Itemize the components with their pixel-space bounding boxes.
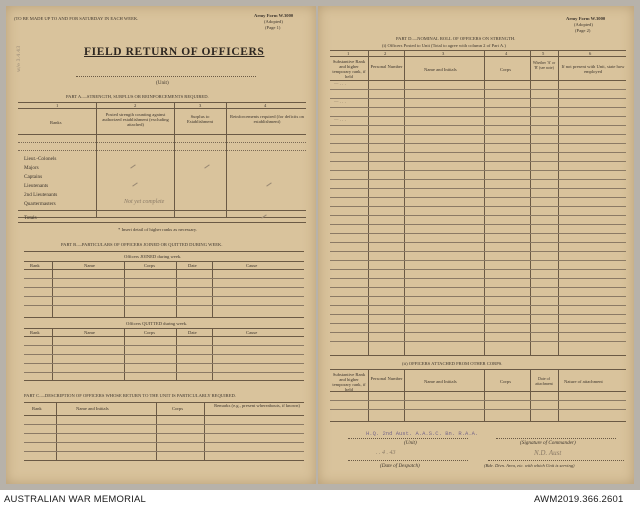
part-b-rule [24,261,304,262]
part-d-rule [330,107,626,108]
part-b-rule [24,336,304,337]
handwritten-note: Not yet complete [124,199,165,205]
part-d-rule [330,323,626,324]
col-corps: Corps [144,330,155,335]
part-d-rule [330,170,626,171]
formation-label: (Bde. Divn. Area, etc. with which Unit is serving) [484,463,575,468]
part-d-rule [330,305,626,306]
part-b-rule [24,305,304,306]
rank-label: Lieutenants [24,183,49,189]
rank-label: 2nd Lieutenants [24,192,58,198]
part-a-note: * Insert detail of higher ranks as necessary. [118,227,198,232]
col-header-personal-number: Personal Number [370,64,403,69]
faint-entry: — . . . [334,82,346,87]
part-d-rule [330,215,626,216]
part-b-rule [24,287,304,288]
rank-label: Quartermasters [24,201,56,207]
part-d-rule [330,116,626,117]
part-c-rule [24,415,304,416]
rank-label: Majors [24,165,39,171]
handwritten-signature: N.D. Aust [534,449,562,457]
attached-rule [330,400,626,401]
adopted-label: (Adopted) [264,19,283,24]
part-d-rule [330,242,626,243]
col-corps: Corps [172,406,183,411]
part-d-rule [330,56,626,57]
faint-entry: — . . . [334,100,346,105]
part-b-rule [24,251,304,252]
col-name: Name [84,330,95,335]
part-d-rule [330,287,626,288]
part-c-rule [24,433,304,434]
col-header-name: Name and Initials [424,379,457,384]
part-c-rule [24,442,304,443]
signature-line [348,438,468,439]
part-b-rule [24,269,304,270]
signature-line [488,460,624,461]
part-b-rule [176,261,177,317]
part-a-rule [18,102,306,103]
part-d-rule [368,50,369,355]
part-d-rule [558,50,559,355]
attached-rule [530,369,531,421]
attached-rule [330,391,626,392]
col-header-corps: Corps [500,67,511,72]
part-d-rule [330,197,626,198]
part-a-rule [96,102,97,217]
col-header-surplus: Surplus to Establishment [186,114,214,124]
pencil-annotation: w/e 3.4.43 [16,45,22,72]
part-b-heading: PART B.—PARTICULARS OF OFFICERS JOINED OR QUITTED DURING WEEK. [61,242,223,247]
part-b-rule [24,317,304,318]
part-d-rule [330,296,626,297]
date-label: (Date of Despatch) [380,463,420,469]
signature-label: (Signature of Commander) [520,440,576,446]
part-b-rule [24,296,304,297]
col-num: 6 [589,51,592,56]
right-page [318,6,634,484]
part-d-rule [330,50,626,51]
col-header-name: Name and Initials [424,67,457,72]
part-c-rule [24,451,304,452]
unit-line [76,76,256,77]
left-page [6,6,316,484]
unit-label: (Unit) [404,440,417,446]
part-a-rule [18,108,306,109]
part-d-rule [330,89,626,90]
part-c-rule [24,460,304,461]
unit-stamp: H.Q. 2nd Aust. A.A.S.C. Bn. R.A.A. [366,430,479,437]
signature-line [496,438,616,439]
col-header-date-attachment: Date of attachment [535,376,553,386]
part-a-rule [226,102,227,217]
army-form-label: Army Form W.3000 [254,13,294,18]
part-b-rule [212,261,213,317]
part-a-rule [174,102,175,217]
part-d-rule [330,269,626,270]
part-d-rule [330,80,626,81]
part-d-rule [484,50,485,355]
col-header-a-or-b: Whether 'A' or 'B' (see note) [532,61,556,70]
part-b-rule [24,363,304,364]
totals-label: Totals [24,215,37,221]
footer-credit: AUSTRALIAN WAR MEMORIAL [4,494,147,505]
part-d-rule [330,134,626,135]
attached-rule [484,369,485,421]
part-d-rule [330,278,626,279]
col-cause: Cause [246,263,258,268]
part-d-rule [330,224,626,225]
unit-label: (Unit) [156,80,169,86]
signature-line [348,460,468,461]
part-b-rule [24,328,304,329]
col-name: Name and Initials [76,406,109,411]
col-remarks: Remarks (e.g., present whereabouts, if known) [214,403,300,408]
col-num: 4 [505,51,508,56]
top-instruction: (TO BE MADE UP TO AND FOR SATURDAY IN EACH WEEK. [14,16,139,21]
attached-rule [330,421,626,422]
col-rank: Rank [30,263,40,268]
col-header-employed: If not present with Unit, state how employed [561,64,625,74]
col-num: 1 [56,103,59,108]
col-date: Date [188,330,197,335]
part-d-subheading: (i) Officers Posted to Unit (Total to agree with column 2 of Part A.) [382,43,506,48]
col-num: 2 [384,51,387,56]
tick-mark [132,182,137,186]
part-b-rule [24,354,304,355]
col-header-rank: Substantive Rank and higher temporary rank, if held [332,59,366,79]
part-c-rule [24,424,304,425]
part-d-rule [330,161,626,162]
army-form-label: Army Form W.3000 [566,16,606,21]
joined-title: Officers JOINED during week. [124,254,182,259]
part-d-rule [330,206,626,207]
part-a-rule [18,150,306,151]
adopted-label: (Adopted) [574,22,593,27]
part-d-rule [330,188,626,189]
faint-entry: — . . . [334,118,346,123]
tick-mark [266,182,271,186]
part-d-rule [330,152,626,153]
col-num: 3 [442,51,445,56]
attached-rule [558,369,559,421]
col-header-personal-number: Personal Number [370,376,403,381]
page-number-label: (Page 1) [265,25,281,30]
part-d-rule [330,98,626,99]
col-header-ranks: Ranks [50,120,62,125]
tick-mark [204,164,209,168]
part-c-heading: PART C.—DESCRIPTION OF OFFICERS WHOSE RETURN TO THE UNIT IS PARTICULARLY REQUIRED. [24,393,236,398]
part-b-rule [124,261,125,317]
col-cause: Cause [246,330,258,335]
col-num: 5 [542,51,545,56]
col-num: 3 [199,103,202,108]
col-name: Name [84,263,95,268]
attached-rule [368,369,369,421]
part-d-rule [330,179,626,180]
col-header-nature: Nature of attachment [564,379,603,384]
part-d-rule [530,50,531,355]
rank-label: Captains [24,174,43,180]
col-header-rank: Substantive Rank and higher temporary rank, if held [332,372,366,392]
part-a-rule [18,222,306,223]
attached-rule [330,369,626,370]
part-d-rule [330,314,626,315]
rank-label: Lieut.-Colonels [24,156,57,162]
col-header-reinforcements: Reinforcements required (for deficits on establishment) [230,114,304,124]
part-d-rule [404,50,405,355]
handwritten-date: . . 4 . 43 [376,450,396,456]
part-a-rule [18,210,306,211]
part-a-rule [18,142,306,143]
part-b-rule [52,261,53,317]
part-d-rule [330,341,626,342]
part-b-rule [24,278,304,279]
part-d-rule [330,125,626,126]
col-corps: Corps [144,263,155,268]
part-a-rule [18,134,306,135]
part-d-rule [330,332,626,333]
part-b-rule [24,372,304,373]
col-rank: Rank [30,330,40,335]
col-num: 1 [347,51,350,56]
part-d-heading: PART D.—NOMINAL ROLL OF OFFICERS ON STRENGTH. [396,36,516,41]
part-d-rule [330,251,626,252]
page-number-label: (Page 2) [575,28,591,33]
tick-mark [130,164,135,168]
part-d-rule [330,143,626,144]
quitted-title: Officers QUITTED during week. [126,321,188,326]
col-header-posted: Posted strength counting against authorized establishment (excluding attached) [102,112,169,127]
form-title: FIELD RETURN OF OFFICERS [84,46,265,58]
col-num: 2 [134,103,137,108]
col-header-corps: Corps [500,379,511,384]
col-date: Date [188,263,197,268]
attached-rule [404,369,405,421]
col-num: 4 [264,103,267,108]
attached-heading: (ii) OFFICERS ATTACHED FROM OTHER CORPS. [402,361,503,366]
part-d-rule [330,355,626,356]
part-b-rule [24,380,304,381]
part-b-rule [24,345,304,346]
footer-accession-number: AWM2019.366.2601 [534,494,624,505]
part-d-rule [330,233,626,234]
part-d-rule [330,260,626,261]
part-a-heading: PART A.—STRENGTH, SURPLUS OR REINFORCEMENTS REQUIRED. [66,94,209,99]
col-rank: Rank [32,406,42,411]
attached-rule [330,409,626,410]
